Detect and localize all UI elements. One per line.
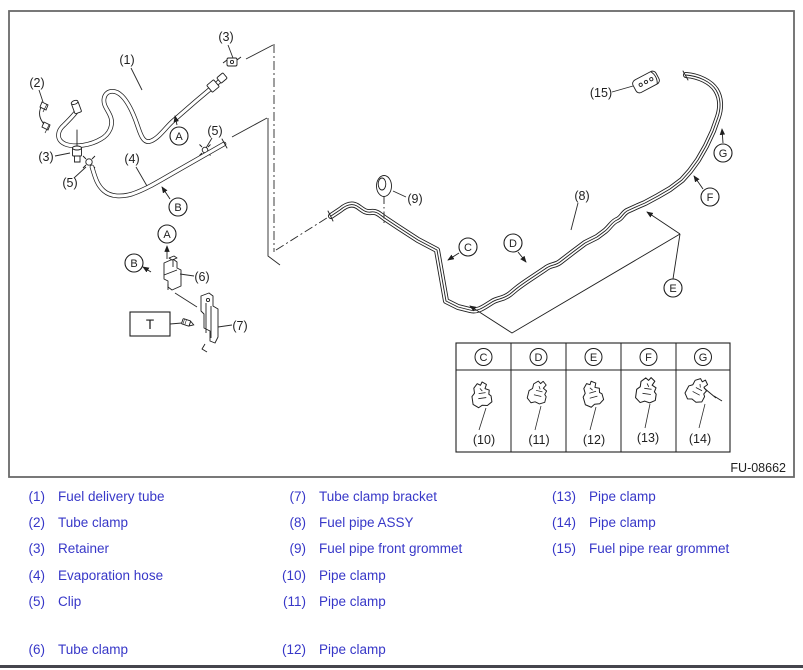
view-e: E bbox=[669, 283, 677, 295]
legend-num: (5) bbox=[28, 594, 45, 609]
table-header-c: C bbox=[479, 352, 488, 364]
legend-num: (6) bbox=[28, 642, 45, 657]
legend-num: (8) bbox=[289, 515, 306, 530]
figure-code: FU-08662 bbox=[730, 461, 786, 475]
view-b-top: B bbox=[174, 202, 182, 214]
legend-label: Tube clamp bbox=[58, 642, 129, 657]
callout-9: (9) bbox=[407, 192, 423, 206]
callout-4: (4) bbox=[124, 152, 140, 166]
callout-3-top: (3) bbox=[218, 30, 234, 44]
legend-item-7 bbox=[266, 488, 437, 506]
table-item-13: (13) bbox=[636, 431, 660, 445]
legend-num: (10) bbox=[281, 568, 306, 583]
callout-7: (7) bbox=[232, 319, 248, 333]
table-item-11: (11) bbox=[528, 433, 550, 447]
view-f: F bbox=[706, 192, 714, 204]
legend-label: Clip bbox=[58, 594, 82, 609]
legend-label: Fuel pipe ASSY bbox=[319, 515, 414, 530]
legend-num: (4) bbox=[28, 568, 45, 583]
legend-num: (1) bbox=[28, 489, 45, 504]
callout-6: (6) bbox=[194, 270, 210, 284]
legend-label: Pipe clamp bbox=[319, 568, 386, 583]
legend-item-9 bbox=[266, 540, 462, 558]
legend-item-5 bbox=[5, 593, 81, 611]
legend-label: Tube clamp bbox=[58, 515, 129, 530]
table-item-12: (12) bbox=[582, 433, 606, 447]
legend-label: Fuel pipe rear grommet bbox=[589, 541, 730, 556]
legend-item-4 bbox=[5, 567, 163, 585]
legend-label: Tube clamp bracket bbox=[319, 489, 438, 504]
t-box-label: T bbox=[145, 317, 155, 332]
legend-num: (11) bbox=[282, 594, 306, 609]
legend-label: Pipe clamp bbox=[319, 642, 386, 657]
legend-item-11 bbox=[266, 593, 386, 611]
legend-label: Retainer bbox=[58, 541, 110, 556]
view-a-mid: A bbox=[163, 229, 171, 241]
legend-item-15 bbox=[536, 540, 729, 558]
legend-num: (2) bbox=[28, 515, 45, 530]
table-header-d: D bbox=[534, 352, 543, 364]
legend-num: (15) bbox=[551, 541, 576, 556]
table-header-g: G bbox=[698, 352, 708, 364]
legend-item-6 bbox=[5, 641, 128, 659]
legend-label: Pipe clamp bbox=[589, 515, 656, 530]
legend-item-14 bbox=[536, 514, 656, 532]
legend-item-8 bbox=[266, 514, 414, 532]
legend-num: (3) bbox=[28, 541, 45, 556]
table-header-f: F bbox=[645, 352, 652, 364]
legend-item-10 bbox=[266, 567, 386, 585]
legend-item-1 bbox=[5, 488, 165, 506]
legend-label: Fuel pipe front grommet bbox=[319, 541, 463, 556]
table-item-10: (10) bbox=[472, 433, 496, 447]
view-a-top: A bbox=[175, 131, 183, 143]
callout-15: (15) bbox=[589, 86, 613, 100]
legend-item-3 bbox=[5, 540, 109, 558]
legend-num: (14) bbox=[551, 515, 576, 530]
legend-item-12 bbox=[266, 641, 386, 659]
callout-5-right: (5) bbox=[207, 124, 223, 138]
view-g: G bbox=[718, 148, 728, 160]
legend-num: (12) bbox=[281, 642, 306, 657]
legend-num: (9) bbox=[289, 541, 306, 556]
view-d: D bbox=[509, 238, 517, 250]
legend-label: Evaporation hose bbox=[58, 568, 164, 583]
callout-1: (1) bbox=[119, 53, 135, 67]
legend-item-2 bbox=[5, 514, 128, 532]
callout-5-left: (5) bbox=[62, 176, 78, 190]
view-c: C bbox=[464, 242, 472, 254]
callout-3-left: (3) bbox=[38, 150, 54, 164]
callout-8: (8) bbox=[574, 189, 590, 203]
legend-num: (7) bbox=[289, 489, 306, 504]
table-item-14: (14) bbox=[688, 432, 712, 446]
legend-num: (13) bbox=[551, 489, 576, 504]
legend-label: Pipe clamp bbox=[589, 489, 656, 504]
callout-2: (2) bbox=[29, 76, 45, 90]
view-b-mid: B bbox=[130, 258, 138, 270]
legend-label: Pipe clamp bbox=[319, 594, 386, 609]
table-header-e: E bbox=[589, 352, 598, 364]
legend-label: Fuel delivery tube bbox=[58, 489, 165, 504]
page-bottom-divider bbox=[0, 665, 803, 668]
legend-item-13 bbox=[536, 488, 656, 506]
